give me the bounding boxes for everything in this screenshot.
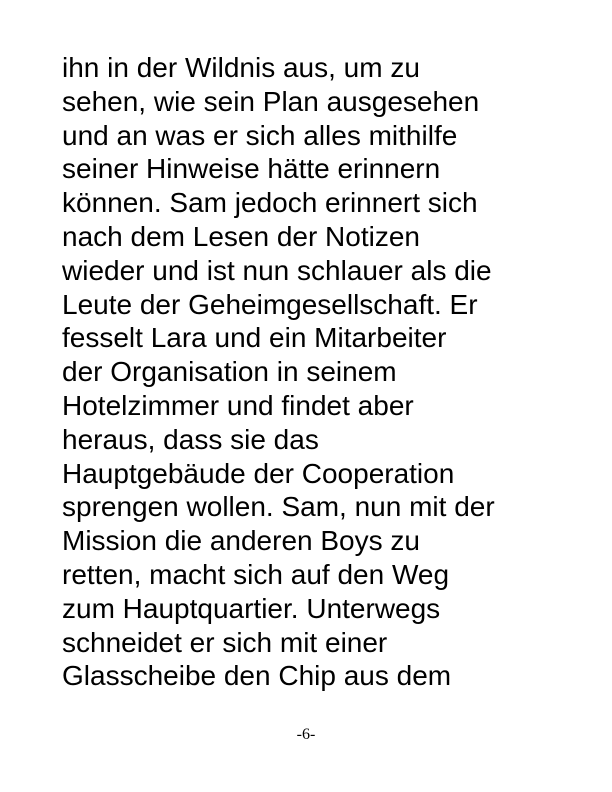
text-line: wieder und ist nun schlauer als die <box>62 254 492 286</box>
body-paragraph <box>62 51 602 693</box>
text-line: heraus, dass sie das <box>62 423 319 455</box>
text-line: nach dem Lesen der Notizen <box>62 220 420 252</box>
text-line: sehen, wie sein Plan ausgesehen <box>62 85 480 117</box>
text-line: sprengen wollen. Sam, nun mit der <box>62 491 495 523</box>
text-line: Glasscheibe den Chip aus dem <box>62 660 452 692</box>
text-line: fesselt Lara und ein Mitarbeiter <box>62 322 447 354</box>
text-line: seiner Hinweise hätte erinnern <box>62 153 441 185</box>
text-line: Mission die anderen Boys zu <box>62 525 420 557</box>
text-line: können. Sam jedoch erinnert sich <box>62 187 478 219</box>
text-line: Leute der Geheimgesellschaft. Er <box>62 288 478 320</box>
text-line: zum Hauptquartier. Unterwegs <box>62 592 441 624</box>
text-line: und an was er sich alles mithilfe <box>62 119 458 151</box>
text-line: ihn in der Wildnis aus, um zu <box>62 52 420 83</box>
text-line: der Organisation in seinem <box>62 356 397 388</box>
text-line: retten, macht sich auf den Weg <box>62 558 450 590</box>
text-line: Hauptgebäude der Cooperation <box>62 457 455 489</box>
page-number: -6- <box>296 726 316 743</box>
text-line: Hotelzimmer und findet aber <box>62 389 414 421</box>
text-line: schneidet er sich mit einer <box>62 626 388 658</box>
